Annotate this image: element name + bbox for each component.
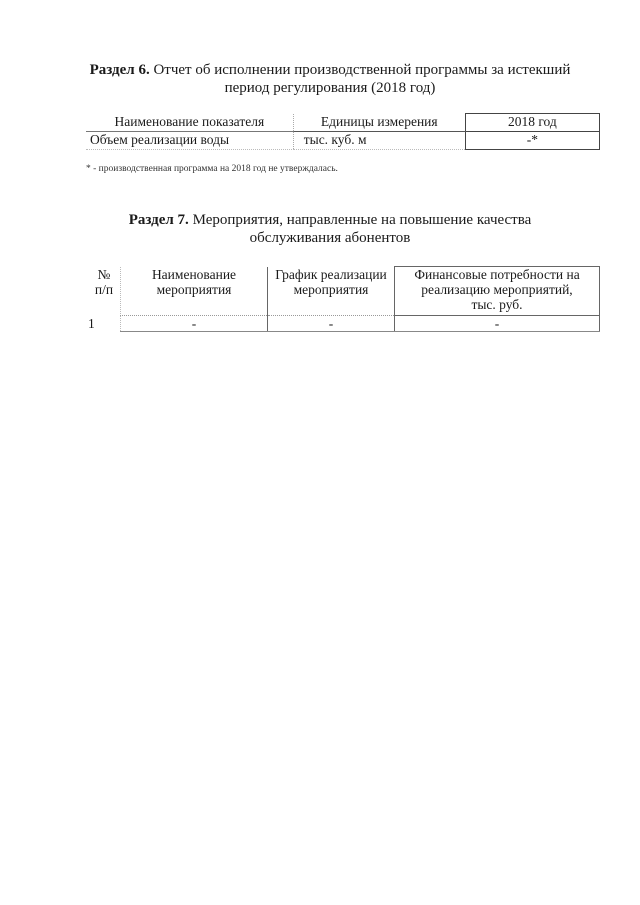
cell-schedule: - bbox=[268, 316, 395, 332]
table-header-row bbox=[86, 114, 600, 132]
header-financial-needs-line2: реализацию мероприятий, bbox=[421, 282, 573, 297]
table-row bbox=[86, 132, 600, 150]
production-program-report-table bbox=[86, 113, 600, 150]
section-6-title-line2: период регулирования (2018 год) bbox=[224, 80, 436, 96]
section-6-footnote: * - производственная программа на 2018 год не утверждалась. bbox=[86, 164, 338, 174]
table-header-row bbox=[88, 267, 600, 316]
section-7-heading bbox=[60, 211, 600, 247]
header-measure-name bbox=[121, 267, 268, 316]
section-6-title-line1: Отчет об исполнении производственной программы за истекший bbox=[153, 62, 571, 78]
header-number bbox=[88, 267, 121, 316]
cell-number: 1 bbox=[88, 315, 95, 331]
header-financial-needs bbox=[395, 267, 600, 316]
cell-measure-name: - bbox=[121, 316, 268, 332]
section-7-title-line2: обслуживания абонентов bbox=[249, 230, 411, 246]
header-financial-needs-line3: тыс. руб. bbox=[471, 297, 523, 312]
header-measure-name-line1: Наименование bbox=[151, 266, 237, 282]
header-number-line1: № bbox=[97, 266, 111, 282]
section-6-heading bbox=[60, 61, 600, 97]
header-schedule-line1: График реализации bbox=[275, 266, 387, 282]
header-year: 2018 год bbox=[465, 114, 599, 132]
service-quality-measures-table bbox=[88, 266, 600, 332]
header-indicator-name: Наименование показателя bbox=[86, 114, 293, 132]
header-schedule bbox=[268, 267, 395, 316]
cell-units: тыс. куб. м bbox=[293, 132, 465, 150]
section-7-label: Раздел 7. bbox=[128, 212, 189, 228]
header-measure-name-line2: мероприятия bbox=[156, 281, 232, 297]
header-number-line2: п/п bbox=[94, 281, 114, 297]
header-units: Единицы измерения bbox=[293, 114, 465, 132]
header-schedule-line2: мероприятия bbox=[293, 281, 369, 297]
cell-indicator-name: Объем реализации воды bbox=[86, 132, 293, 150]
cell-year-value: -* bbox=[465, 132, 599, 150]
table-row bbox=[88, 316, 600, 332]
section-7-title-line1: Мероприятия, направленные на повышение качества bbox=[192, 212, 532, 228]
header-financial-needs-line1: Финансовые потребности на bbox=[414, 267, 580, 282]
cell-financial-needs: - bbox=[395, 316, 600, 332]
section-6-label: Раздел 6. bbox=[89, 62, 150, 78]
